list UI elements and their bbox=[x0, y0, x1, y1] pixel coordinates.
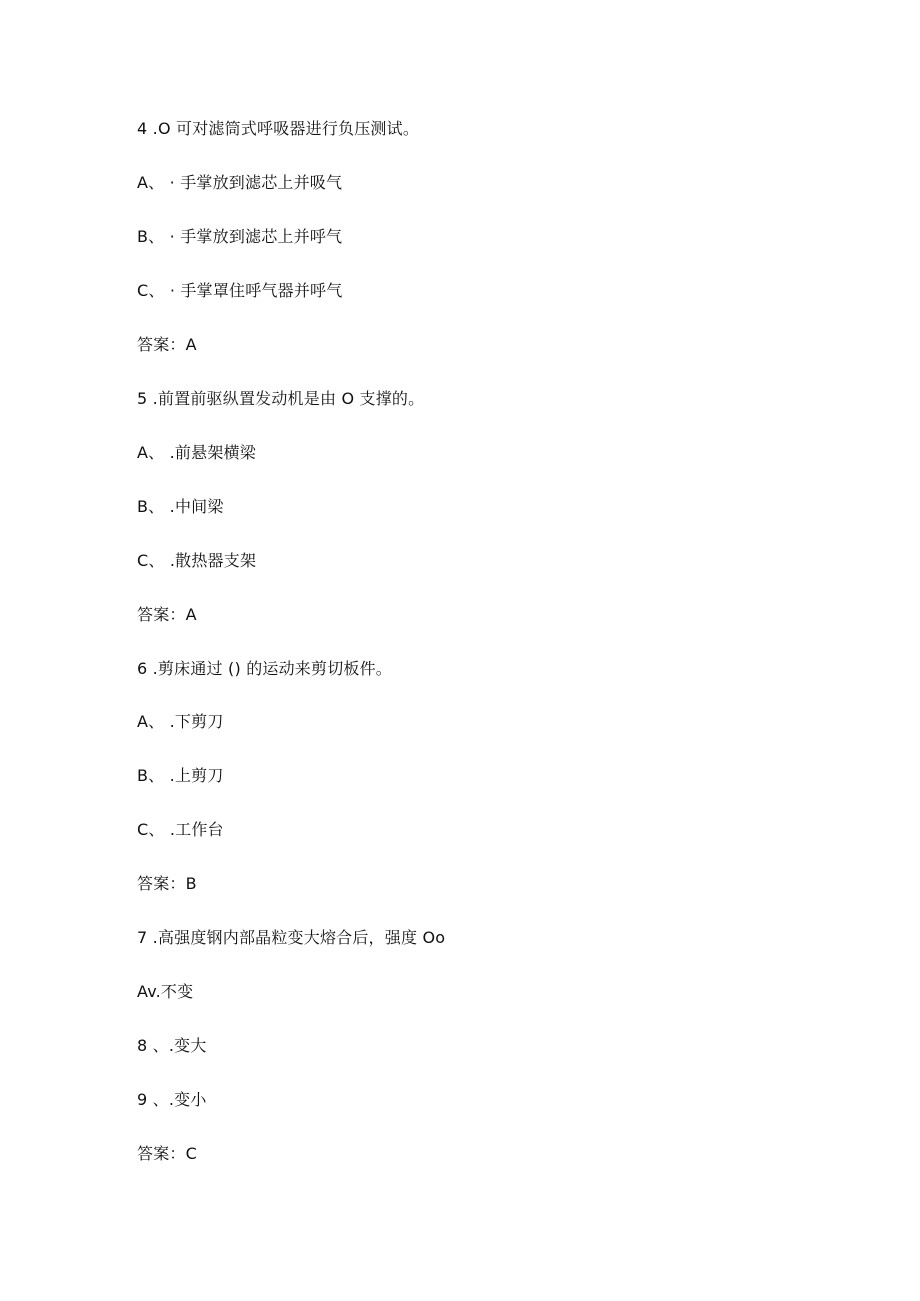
question-6-option-c: C、 .工作台 bbox=[137, 820, 224, 839]
question-7-option-c: 9 、.变小 bbox=[137, 1090, 207, 1109]
question-6-answer: 答案：B bbox=[137, 874, 197, 893]
question-4-option-c: C、 · 手掌罩住呼气器并呼气 bbox=[137, 281, 343, 300]
question-6-option-a: A、 .下剪刀 bbox=[137, 712, 224, 731]
question-5: 5 .前置前驱纵置发动机是由 O 支撑的。 bbox=[137, 389, 425, 408]
question-5-option-b: B、 .中间梁 bbox=[137, 497, 224, 516]
question-5-answer: 答案：A bbox=[137, 605, 197, 624]
question-7-option-a: Av.不变 bbox=[137, 982, 194, 1001]
question-4-option-a: A、 · 手掌放到滤芯上并吸气 bbox=[137, 173, 343, 192]
question-4-option-b: B、 · 手掌放到滤芯上并呼气 bbox=[137, 227, 343, 246]
question-4: 4 .O 可对滤筒式呼吸器进行负压测试。 bbox=[137, 119, 420, 138]
question-7-option-b: 8 、.变大 bbox=[137, 1036, 207, 1055]
question-7: 7 .高强度钢内部晶粒变大熔合后，强度 Oo bbox=[137, 928, 446, 947]
question-6-option-b: B、 .上剪刀 bbox=[137, 766, 224, 785]
question-5-option-c: C、 .散热器支架 bbox=[137, 551, 257, 570]
question-4-answer: 答案：A bbox=[137, 335, 197, 354]
question-7-answer: 答案：C bbox=[137, 1144, 197, 1163]
question-6: 6 .剪床通过 () 的运动来剪切板件。 bbox=[137, 659, 393, 678]
question-5-option-a: A、 .前悬架横梁 bbox=[137, 443, 256, 462]
